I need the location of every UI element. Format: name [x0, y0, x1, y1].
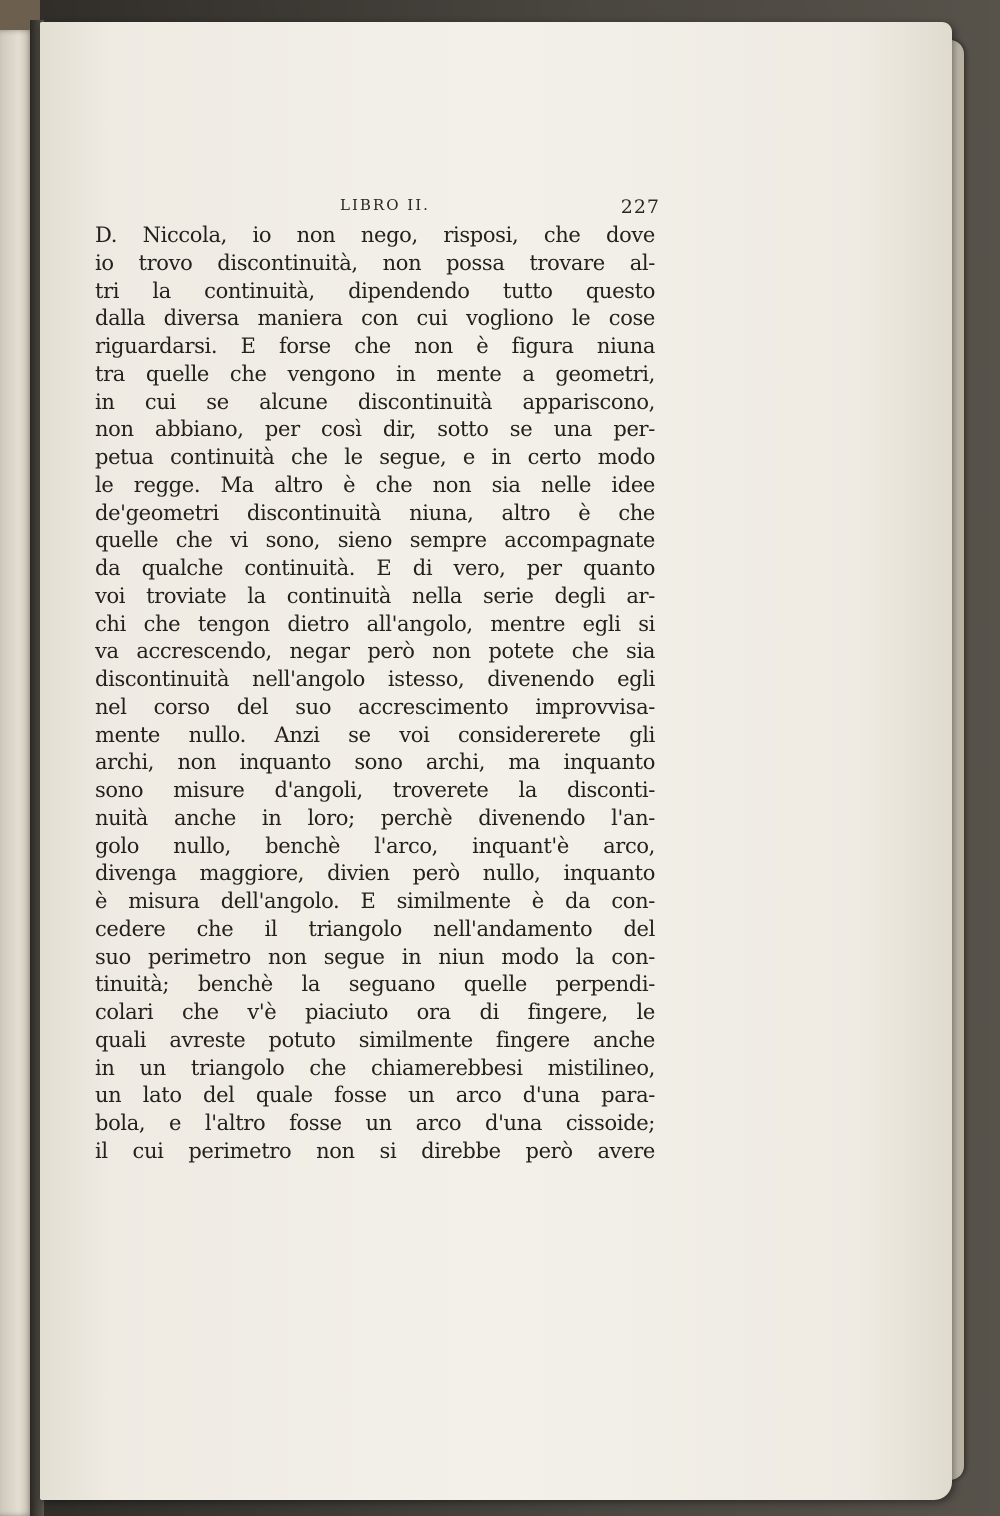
text-line: un lato del quale fosse un arco d'una para-: [95, 1083, 655, 1108]
text-line: da qualche continuità. E di vero, per quanto: [95, 556, 655, 580]
text-line: non abbiano, per così dir, sotto se una per-: [95, 417, 655, 442]
text-line: golo nullo, benchè l'arco, inquant'è arco,: [95, 833, 655, 858]
text-line: sono misure d'angoli, troverete la disconti-: [95, 778, 655, 802]
text-line: bola, e l'altro fosse un arco d'una cissoide;: [95, 1111, 655, 1135]
text-line: nel corso del suo accrescimento improvvisa-: [95, 694, 655, 719]
text-line: dalla diversa maniera con cui vogliono le cose: [95, 306, 655, 331]
text-line: nuità anche in loro; perchè divenendo l'an-: [95, 805, 655, 830]
text-line: va accrescendo, negar però non potete che sia: [95, 639, 655, 664]
text-line: quelle che vi sono, sieno sempre accompagnate: [95, 528, 655, 553]
text-line: è misura dell'angolo. E similmente è da con-: [95, 889, 655, 913]
text-line: in cui se alcune discontinuità appariscono,: [95, 389, 655, 414]
text-line: voi troviate la continuità nella serie degli ar-: [95, 583, 655, 608]
text-line: divenga maggiore, divien però nullo, inquanto: [95, 861, 655, 886]
text-line: suo perimetro non segue in niun modo la con-: [95, 944, 655, 969]
facing-page-edge: [0, 30, 34, 1516]
text-line: colari che v'è piaciuto ora di fingere, le: [95, 1000, 655, 1024]
text-line: petua continuità che le segue, e in certo modo: [95, 445, 655, 469]
text-line: riguardarsi. E forse che non è figura niuna: [95, 334, 655, 358]
text-line: de'geometri discontinuità niuna, altro è che: [95, 500, 655, 525]
text-line: D. Niccola, io non nego, risposi, che dove: [95, 223, 655, 247]
text-line: io trovo discontinuità, non possa trovare al-: [95, 250, 655, 275]
body-text: [95, 222, 655, 1166]
running-head-title: LIBRO II.: [340, 196, 430, 214]
running-head: [90, 196, 660, 222]
text-line: chi che tengon dietro all'angolo, mentre egli si: [95, 611, 655, 636]
text-line: tra quelle che vengono in mente a geometri,: [95, 361, 655, 386]
text-line: tinuità; benchè la seguano quelle perpendi-: [95, 972, 655, 997]
page-number: 227: [620, 196, 660, 218]
text-line: cedere che il triangolo nell'andamento del: [95, 916, 655, 941]
text-line: le regge. Ma altro è che non sia nelle idee: [95, 472, 655, 497]
text-line: discontinuità nell'angolo istesso, divenendo egli: [95, 667, 655, 691]
text-line: il cui perimetro non si direbbe però avere: [95, 1138, 655, 1163]
text-line: quali avreste potuto similmente fingere anche: [95, 1027, 655, 1052]
text-line: archi, non inquanto sono archi, ma inquanto: [95, 750, 655, 775]
text-line: mente nullo. Anzi se voi considererete gli: [95, 722, 655, 747]
text-line: in un triangolo che chiamerebbesi mistilineo,: [95, 1055, 655, 1080]
text-line: tri la continuità, dipendendo tutto questo: [95, 278, 655, 303]
